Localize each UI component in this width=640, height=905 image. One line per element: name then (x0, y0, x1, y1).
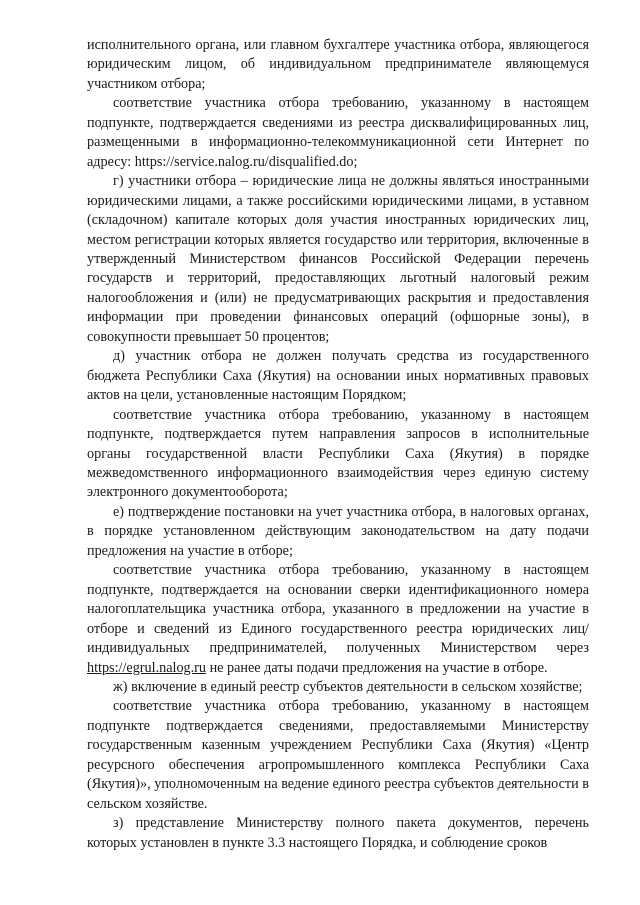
paragraph-9: соответствие участника отбора требованию, указанному в настоящем подпункте подтверждается сведениями, предоставляемыми Министерству государственным казенным учреждением Республики Саха (Якутия) «Центр ресурсного обеспечения агропромышленного комплекса Республики Саха (Якутия)», уполномоченным на ведение единого реестра субъектов деятельности в сельском хозяйстве. (87, 698, 589, 812)
paragraph-4: д) участник отбора не должен получать средства из государственного бюджета Республики Саха (Якутия) на основании иных нормативных правовых актов на цели, установленные настоящим Порядком; (87, 348, 589, 404)
paragraph-3: г) участники отбора – юридические лица не должны являться иностранными юридическими лицами, а также российскими юридическими лицами, в уставном (складочном) капитале которых доля участия иностранных юридических лиц, местом регистрации которых является государство или территория, включенные в утвержденный Министерством финансов Российской Федерации перечень государств и территорий, предоставляющих льготный налоговый режим налогообложения и (или) не предусматривающих раскрытия и предоставления информации при проведении финансовых операций (офшорные зоны), в совокупности превышает 50 процентов; (87, 173, 589, 345)
document-page (87, 36, 589, 853)
paragraph-8: ж) включение в единый реестр субъектов деятельности в сельском хозяйстве; (113, 678, 583, 695)
egrul-link[interactable]: https://egrul.nalog.ru (87, 659, 207, 676)
paragraph-6: е) подтверждение постановки на учет участника отбора, в налоговых органах, в порядке установленном действующим законодательством на дату подачи предложения на участие в отборе; (87, 503, 589, 559)
paragraph-7 (87, 561, 589, 678)
paragraph-1: исполнительного органа, или главном бухгалтере участника отбора, являющегося юридическим лицом, об индивидуальном предпринимателе являющемуся участником отбора; (87, 37, 589, 92)
paragraph-5: соответствие участника отбора требованию, указанному в настоящем подпункте, подтверждается путем направления запросов в исполнительные органы государственной власти Республики Саха (Якутия) в порядке межведомственного информационного взаимодействия через единую систему электронного документооборота; (87, 406, 589, 501)
paragraph-7-tail: не ранее даты подачи предложения на участие в отборе. (206, 659, 548, 676)
paragraph-2: соответствие участника отбора требованию, указанному в настоящем подпункте, подтверждается сведениями из реестра дисквалифицированных лиц, размещенными в информационно-телекоммуникационной сети Интернет по адресу: https://service.nalog.ru/disqualified.do; (87, 95, 589, 170)
paragraph-7-text: соответствие участника отбора требованию, указанному в настоящем подпункте, подтверждается на основании сверки идентификационного номера налогоплательщика участника отбора, указанного в предложении на участие в отборе и сведений из Единого государственного реестра юридических лиц/индивидуальных предпринимателей, полученных Министерством через (87, 562, 589, 657)
paragraph-10: з) представление Министерству полного пакета документов, перечень которых установлен в пункте 3.3 настоящего Порядка, и соблюдение сроков (87, 815, 589, 851)
